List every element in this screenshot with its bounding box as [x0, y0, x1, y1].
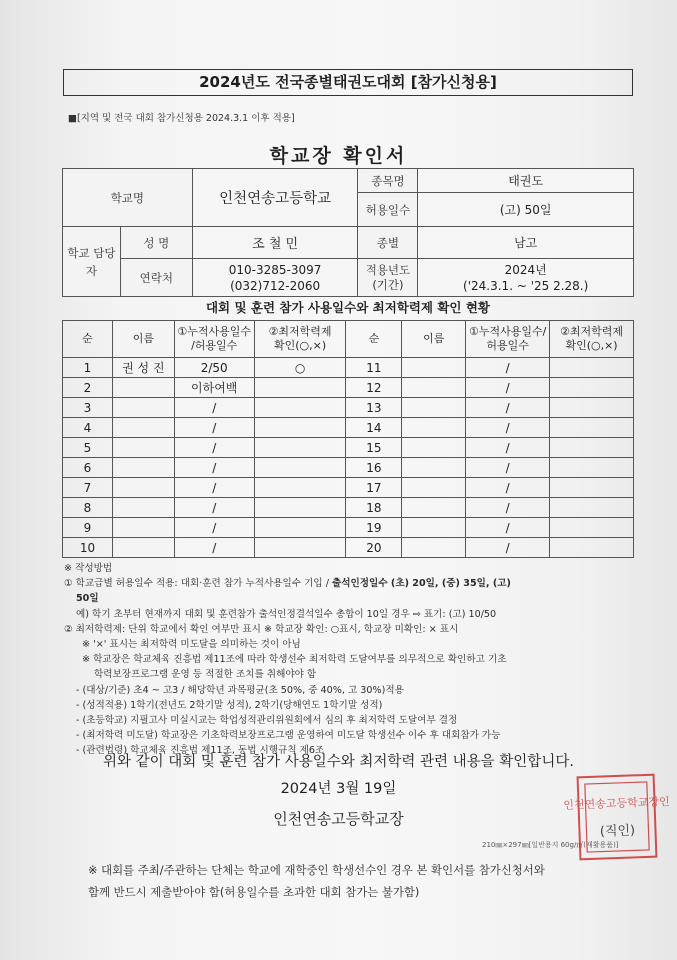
header-min-l1: ②최저학력제 [268, 325, 332, 338]
row-days: / [174, 478, 254, 498]
note-1-c: 50일 [76, 593, 99, 605]
row-no-2: 17 [346, 478, 402, 498]
row-days-2: / [466, 518, 550, 538]
row-days-2: / [466, 378, 550, 398]
event-banner: 2024년도 전국종별태권도대회 [참가신청용] [63, 69, 633, 96]
note-2: ② 최저학력제: 단위 학교에서 확인 여부만 표시 ※ 학교장 확인: ○표시, 학교장 미확인: × 표시 [64, 623, 459, 635]
row-name-2 [402, 458, 466, 478]
table-header-row [63, 321, 634, 358]
row-check: ○ [254, 358, 346, 378]
footer-line-2: 함께 반드시 제출받아야 함(허용일수를 초과한 대회 참가는 불가함) [88, 885, 420, 899]
footer-line-1: ※ 대회를 주최/주관하는 단체는 학교에 재학중인 학생선수인 경우 본 확인서를 참가신청서와 [88, 863, 545, 877]
row-days-2: / [466, 418, 550, 438]
row-check [254, 538, 346, 558]
phone-office: (032)712-2060 [230, 278, 321, 293]
row-days: / [174, 538, 254, 558]
table-row [63, 538, 634, 558]
row-check-2 [550, 398, 634, 418]
row-no: 9 [63, 518, 113, 538]
table-body [63, 358, 634, 558]
seal-text: 인천연송고등학교장인 [563, 795, 670, 812]
confirmation-statement: 위와 같이 대회 및 훈련 참가 사용일수와 최저학력 관련 내용을 확인합니다. [103, 754, 574, 770]
row-days: / [174, 518, 254, 538]
row-days: / [174, 418, 254, 438]
row-no: 6 [63, 458, 113, 478]
row-name-2 [402, 518, 466, 538]
row-check [254, 378, 346, 398]
event-value: 태권도 [418, 169, 634, 193]
gender-label: 종별 [358, 227, 418, 259]
application-notice: ■[지역 및 전국 대회 참가신청용 2024.3.1 이후 적용] [68, 113, 295, 124]
header-days-l1: ①누적사용일수 [177, 325, 252, 338]
event-label: 종목명 [358, 169, 418, 193]
row-name [112, 538, 174, 558]
row-no: 10 [63, 538, 113, 558]
header-min-l2: 확인(○,×) [273, 339, 327, 352]
table-row [63, 478, 634, 498]
table-row [63, 458, 634, 478]
note-2-sub-1: ※ '×' 표시는 최저학력 미도달을 의미하는 것이 아님 [82, 639, 301, 651]
header-min-2 [550, 321, 634, 358]
row-name-2 [402, 358, 466, 378]
row-name [112, 418, 174, 438]
table-row [63, 398, 634, 418]
row-no: 3 [63, 398, 113, 418]
row-days: / [174, 438, 254, 458]
contact-cell [192, 259, 358, 297]
row-days-2: / [466, 358, 550, 378]
header-days2-l2: 허용일수 [486, 339, 529, 352]
row-check [254, 518, 346, 538]
row-days-2: / [466, 498, 550, 518]
header-days-2 [466, 321, 550, 358]
allowed-days-value: (고) 50일 [418, 193, 634, 227]
detail-3: - (초등학교) 지필고사 미실시교는 학업성적관리위원회에서 심의 후 최저학력 도달여부 결정 [76, 715, 458, 727]
footer-notice [88, 859, 648, 903]
row-name-2 [402, 418, 466, 438]
header-no: 순 [63, 321, 113, 358]
row-no-2: 13 [346, 398, 402, 418]
confirmation-date: 2024년 3월 19일 [280, 781, 397, 797]
paper-size-note: 210㎜×297㎜[일반용지 60g/㎡(재활용품)] [482, 841, 619, 849]
row-days-2: / [466, 398, 550, 418]
table-row [63, 518, 634, 538]
row-check [254, 438, 346, 458]
row-check-2 [550, 478, 634, 498]
row-no-2: 14 [346, 418, 402, 438]
phone-mobile: 010-3285-3097 [228, 262, 322, 277]
row-no-2: 18 [346, 498, 402, 518]
header-days-l2: /허용일수 [191, 339, 238, 352]
header-name: 이름 [112, 321, 174, 358]
row-check-2 [550, 538, 634, 558]
row-no-2: 20 [346, 538, 402, 558]
row-name [112, 398, 174, 418]
row-name-2 [402, 398, 466, 418]
school-label-cell [63, 169, 193, 227]
row-name-2 [402, 378, 466, 398]
row-days-2: / [466, 478, 550, 498]
table-row [63, 378, 634, 398]
row-days: 2/50 [174, 358, 254, 378]
row-days-2: / [466, 458, 550, 478]
school-name-text: 인천연송고등학교 [219, 191, 332, 207]
row-name [112, 378, 174, 398]
row-days: / [174, 398, 254, 418]
row-check [254, 418, 346, 438]
status-table-title: 대회 및 훈련 참가 사용일수와 최저학력제 확인 현황 [205, 300, 491, 315]
row-check [254, 398, 346, 418]
row-no-2: 16 [346, 458, 402, 478]
header-no-2: 순 [346, 321, 402, 358]
row-check [254, 498, 346, 518]
row-days-2: / [466, 438, 550, 458]
allowed-days-label: 허용일수 [358, 193, 418, 227]
row-days-2: / [466, 538, 550, 558]
row-days: / [174, 498, 254, 518]
row-name [112, 478, 174, 498]
row-name-2 [402, 498, 466, 518]
note-2-sub-2a: ※ 학교장은 학교체육 진흥법 제11조에 따라 학생선수 최저학력 도달여부를 의무적으로 확인하고 기초 [82, 654, 507, 666]
seal-label: (직인) [599, 823, 636, 840]
contact-label: 연락처 [120, 259, 192, 297]
manager-name: 조 철 민 [192, 227, 358, 259]
detail-1: - (대상/기준) 초4 ~ 고3 / 해당학년 과목평균(초 50%, 중 40%, 고 30%)적용 [76, 684, 404, 696]
row-name-2 [402, 538, 466, 558]
row-no: 5 [63, 438, 113, 458]
row-check-2 [550, 438, 634, 458]
row-no: 7 [63, 478, 113, 498]
row-no: 2 [63, 378, 113, 398]
note-1-b: 출석인정일수 (초) 20일, (중) 35일, (고) [331, 578, 511, 590]
note-1 [64, 576, 644, 591]
row-check-2 [550, 378, 634, 398]
row-name [112, 518, 174, 538]
row-days: 이하여백 [174, 378, 254, 398]
row-no-2: 15 [346, 438, 402, 458]
row-check-2 [550, 498, 634, 518]
gender-value: 남고 [418, 227, 634, 259]
note-1-a: ① 학교급별 허용일수 적용: 대회·훈련 참가 누적사용일수 기입 / [64, 578, 332, 590]
row-name [112, 498, 174, 518]
header-min2-l1: ②최저학력제 [560, 325, 624, 338]
row-name [112, 458, 174, 478]
header-min2-l2: 확인(○,×) [565, 339, 618, 352]
table-row [63, 498, 634, 518]
header-name-2: 이름 [402, 321, 466, 358]
row-no: 8 [63, 498, 113, 518]
year-label: 적용년도 (기간) [358, 259, 418, 297]
row-no-2: 19 [346, 518, 402, 538]
row-no: 4 [63, 418, 113, 438]
row-name-2 [402, 478, 466, 498]
row-name [112, 438, 174, 458]
row-days: / [174, 458, 254, 478]
year-value: 2024년 [504, 262, 547, 277]
note-1-example: 예) 학기 초부터 현재까지 대회 및 훈련참가 출석인정결석일수 총합이 10일 경우 ⇨ 표기: (고) 10/50 [76, 608, 497, 620]
note-2-sub-2b: 학력보장프로그램 운영 등 적절한 조치를 취해야야 함 [94, 669, 317, 681]
detail-5: - (관련법령) 학교체육 진흥법 제11조, 동법 시행규칙 제6조 [76, 745, 325, 757]
row-no-2: 11 [346, 358, 402, 378]
row-no-2: 12 [346, 378, 402, 398]
writing-instructions [64, 561, 644, 759]
school-name-cell [192, 169, 358, 227]
header-days [174, 321, 254, 358]
table-row [63, 418, 634, 438]
manager-label: 학교 담당자 [63, 227, 121, 297]
notes-heading: ※ 작성방법 [64, 563, 113, 574]
row-check-2 [550, 518, 634, 538]
row-check [254, 458, 346, 478]
header-days2-l1: ①누적사용일수/ [468, 325, 547, 338]
document-title: 학교장 확인서 [269, 145, 408, 167]
table-row [63, 358, 634, 378]
row-check-2 [550, 458, 634, 478]
period-value: ('24.3.1. ~ '25 2.28.) [463, 278, 589, 293]
row-check-2 [550, 418, 634, 438]
school-info-grid [62, 168, 634, 297]
row-name: 권 성 진 [112, 358, 174, 378]
school-label-text: 학교명 [110, 190, 145, 205]
detail-2: - (성적적용) 1학기(전년도 2학기말 성적), 2학기(당해연도 1학기말 성적) [76, 699, 383, 711]
row-no: 1 [63, 358, 113, 378]
table-row [63, 438, 634, 458]
header-min [254, 321, 346, 358]
row-check-2 [550, 358, 634, 378]
row-check [254, 478, 346, 498]
name-label: 성 명 [120, 227, 192, 259]
detail-4: - (최저학력 미도달) 학교장은 기초학력보장프로그램 운영하여 미도달 학생선수 이수 후 대회참가 가능 [76, 730, 501, 742]
row-name-2 [402, 438, 466, 458]
participation-table [62, 320, 634, 558]
year-cell [418, 259, 634, 297]
principal-name: 인천연송고등학교장 [273, 810, 404, 828]
